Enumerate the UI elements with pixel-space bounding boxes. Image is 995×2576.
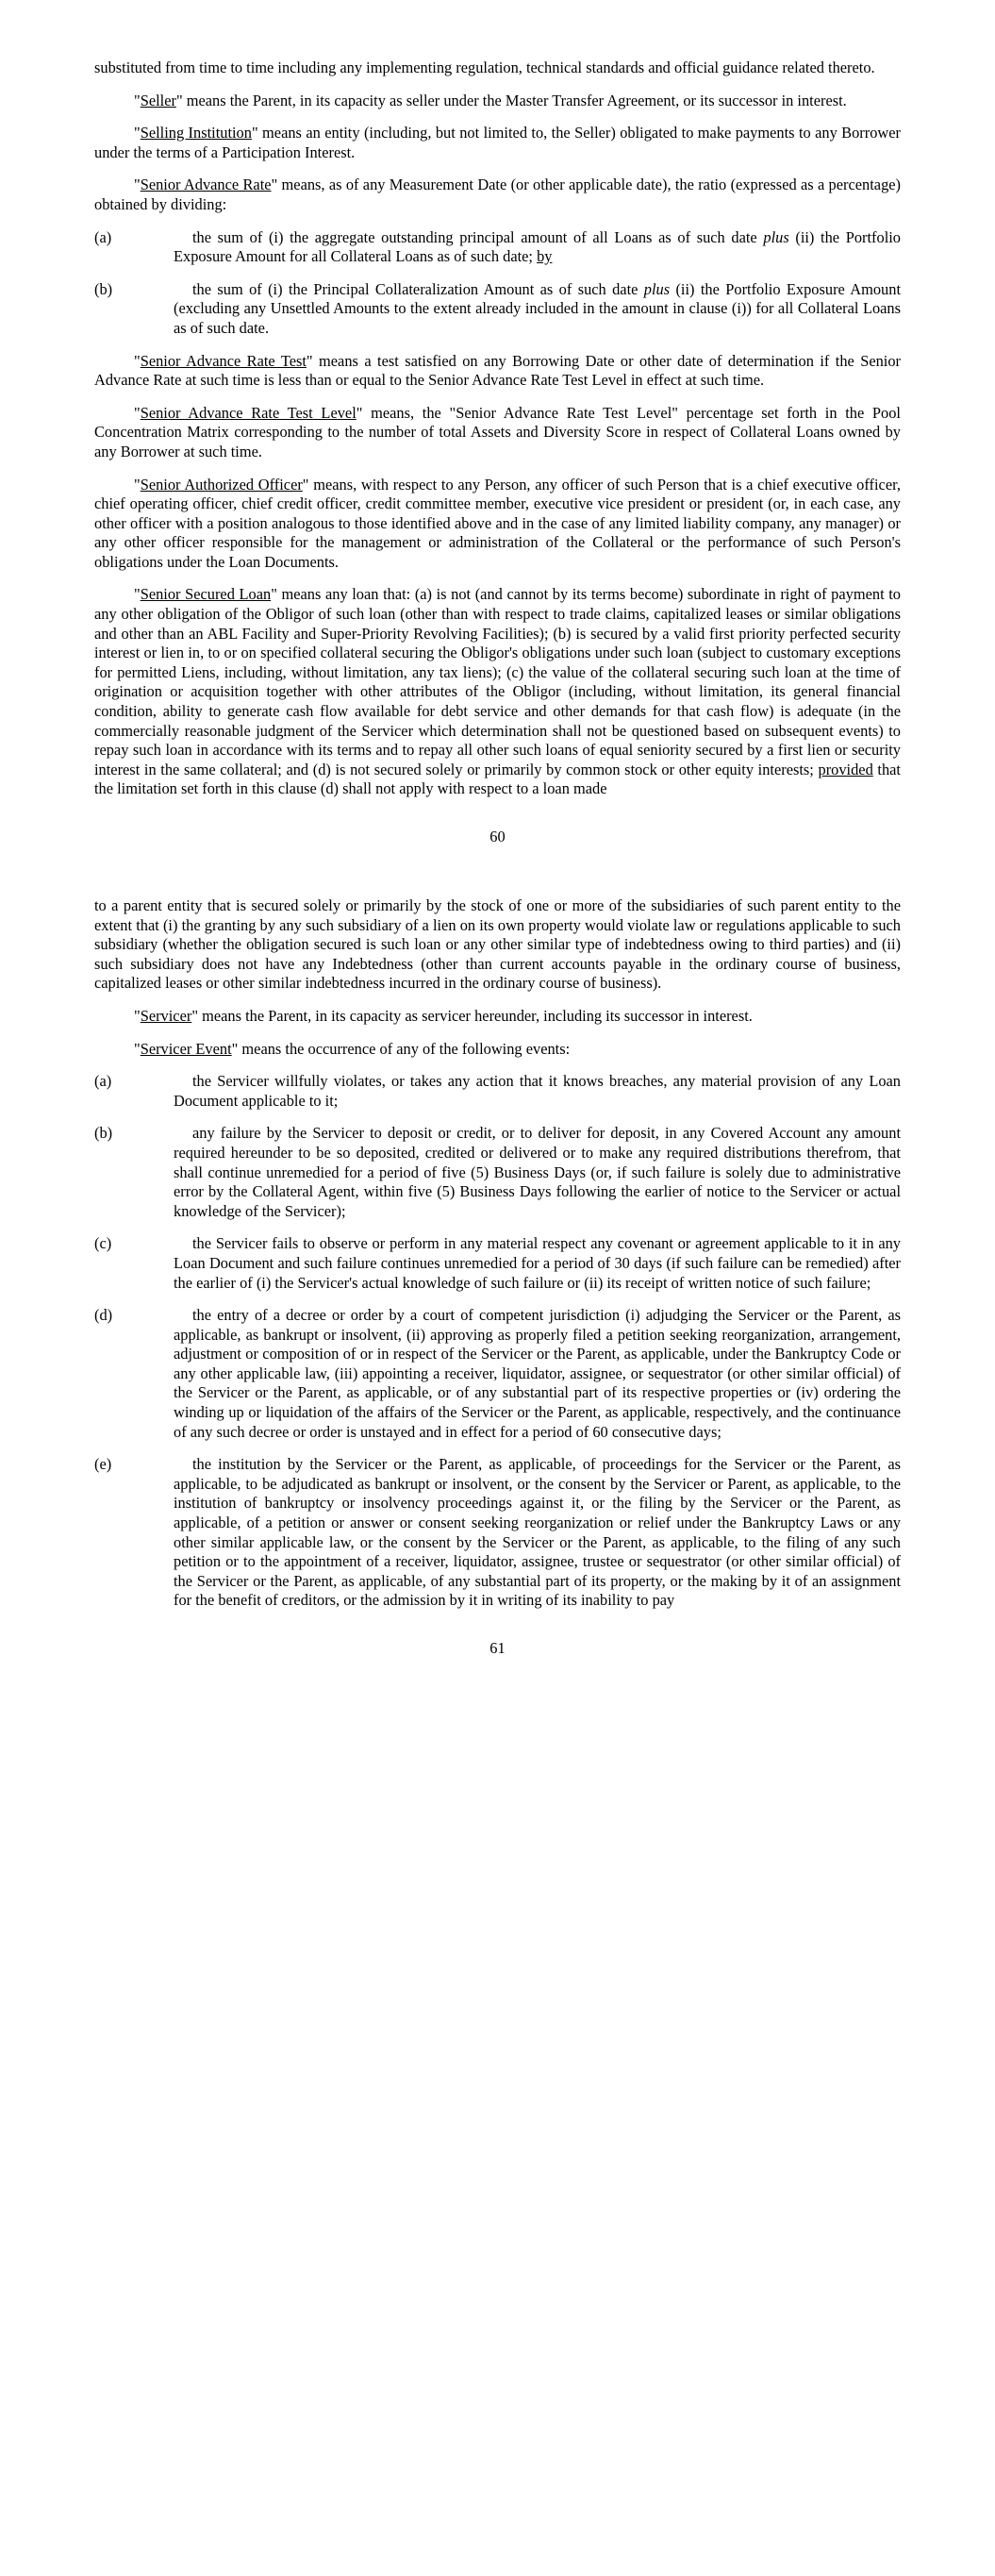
underlined-term: Servicer Event [140,1039,232,1058]
clause-label: (b) [94,279,113,298]
definition-paragraph [94,585,901,799]
text-run: " means the Parent, in its capacity as servicer hereunder, including its successor in interest. [191,1006,753,1025]
text-run: (ii) the Portfolio Exposure Amount for all Collateral Loans as of such date; [174,227,902,266]
text-run: " means, as of any Measurement Date (or other applicable date), the ratio (expressed as a percentage) obtained by dividing: [94,176,901,213]
page-number: 60 [489,828,506,845]
numbered-clause [94,1124,901,1221]
numbered-clause [94,1234,901,1293]
underlined-term: provided [818,760,873,778]
underlined-term: Selling Institution [140,124,252,142]
underlined-term: Seller [140,91,176,109]
definition-paragraph [94,176,901,214]
underlined-term: by [537,247,553,266]
clause-label: (a) [94,1072,112,1091]
text-run: the Servicer fails to observe or perform in any material respect any covenant or agreement applicable to it in any Loan Document and such failure continues unremedied for a period of 30 days (if such failure can be remedied) after the earlier of (i) the Servicer's actual knowledge of such failure or (ii) its receipt of written notice of such failure; [174,1234,901,1292]
numbered-clause [94,228,901,267]
text-run: " means any loan that: (a) is not (and cannot by its terms become) subordinate in right of payment to any other obligation of the Obligor of such loan (other than with respect to trade claims, capitalized leases or similar obligations and other than an ABL Facility and Super-Priority Revolving Facilities); (b) is secured by a valid first priority perfected security interest or lien in, to or on specified collateral securing the Obligor's obligations under such loan (subject to customary exceptions for permitted Liens, including, without limitation, any tax liens); (c) the value of the collateral securing such loan at the time of origination or acquisition together with other attributes of the Obligor (including, without limitation, its general financial condition, ability to generate cash flow available for debt service and other demands for that cash flow) is adequate (in the commercially reasonable judgment of the Servicer which determination shall not be questioned based on subsequent events) to repay such loan in accordance with its terms and to repay all other such loans of equal seniority secured by a first lien or security interest in the same collateral; and (d) is not secured solely or primarily by common stock or other equity interests; [94,585,901,778]
italic-text: plus [643,279,671,298]
text-run: the sum of (i) the Principal Collateralization Amount as of such date [192,279,644,298]
text-run: " [134,1039,141,1058]
text-run: " [134,351,141,370]
text-run: " means, the "Senior Advance Rate Test Level" percentage set forth in the Pool Concentration Matrix corresponding to the number of total Assets and Diversity Score in respect of Collateral Loans owned by any Borrower at such time. [94,403,901,460]
text-run: " means an entity (including, but not limited to, the Seller) obligated to make payments to any Borrower under the terms of a Participation Interest. [94,124,901,161]
numbered-clause [94,280,901,339]
definition-paragraph [94,124,901,162]
text-run: " [134,176,141,194]
definition-paragraph [94,1007,901,1027]
clause-label: (b) [94,1124,113,1143]
definition-paragraph [94,92,901,111]
text-run: that the limitation set forth in this clause (d) shall not apply with respect to a loan made [94,760,901,798]
clause-label: (a) [94,227,112,246]
definition-paragraph [94,352,901,391]
text-run: (ii) the Portfolio Exposure Amount (excluding any Unsettled Amounts to the extent already included in the amount in clause (i)) for all Collateral Loans as of such date. [174,279,901,337]
text-run: " means a test satisfied on any Borrowing Date or other date of determination if the Senior Advance Rate at such time is less than or equal to the Senior Advance Rate Test Level in effect at such time. [94,351,901,390]
body-paragraph [94,59,901,78]
text-run: the Servicer willfully violates, or takes any action that it knows breaches, any material provision of any Loan Document applicable to it; [174,1072,901,1110]
italic-text: plus [763,227,789,246]
text-run: " means the Parent, in its capacity as seller under the Master Transfer Agreement, or its successor in interest. [175,91,847,109]
text-run: the institution by the Servicer or the Parent, as applicable, of proceedings for the Servicer or the Parent, as applicable, to be adjudicated as bankrupt or insolvent, or the consent by the Servicer or Parent, as applicable, to the institution of bankruptcy or insolvency proceedings against it, or the filing by the Servicer or the Parent, as applicable, of a petition or answer or consent seeking reorganization or relief under the Bankruptcy Laws or any other similar applicable law, or the consent by the Servicer or the Parent, as applicable, to the filing of any such petition or to the appointment of a receiver, liquidator, assignee, trustee or sequestrator (or other similar official) of the Servicer or the Parent, as applicable, of any substantial part of its property, or the making by it of an assignment for the benefit of creditors, or the admission by it in writing of its inability to pay [174,1455,901,1610]
text-run: substituted from time to time including any implementing regulation, technical standards and official guidance related thereto. [94,59,875,76]
page-number: 61 [489,1639,506,1657]
text-run: " [134,91,141,109]
text-run: to a parent entity that is secured solely or primarily by the stock of one or more of the subsidiaries of such parent entity to the extent that (i) the granting by any such subsidiary of a lien on its own property would violate law or regulations applicable to such subsidiary (whether the obligation secured is such loan or any other similar type of indebtedness owing to third parties) and (ii) such subsidiary does not have any Indebtedness (other than current accounts payable in the ordinary course of business, capitalized leases or other similar indebtedness incurred in the ordinary course of business). [94,896,901,993]
clause-label: (d) [94,1306,113,1325]
body-paragraph [94,896,901,994]
text-run: " [134,585,141,604]
definition-paragraph [94,404,901,462]
numbered-clause [94,1455,901,1611]
underlined-term: Senior Advance Rate Test [140,351,307,370]
underlined-term: Senior Advance Rate Test Level [140,403,357,422]
text-run: " [134,475,141,493]
text-run: " means, with respect to any Person, any officer of such Person that is a chief executive officer, chief operating officer, chief credit officer, credit committee member, executive vice president or president (or, in each case, any other officer with a position analogous to those identified above and in the case of any limited liability company, any manager) or any other officer responsible for the management or administration of the Collateral or the performance of such Person's obligations under the Loan Documents. [94,475,901,571]
underlined-term: Senior Advance Rate [140,176,272,194]
text-run: any failure by the Servicer to deposit or credit, or to deliver for deposit, in any Covered Account any amount required hereunder to be so deposited, credited or delivered or to make any required distributions therefrom, that shall continue unremedied for a period of five (5) Business Days (or, if such failure is solely due to administrative error by the Collateral Agent, within five (5) Business Days following the earlier of notice to the Servicer or actual knowledge of the Servicer); [174,1124,901,1220]
text-run: the entry of a decree or order by a court of competent jurisdiction (i) adjudging the Servicer or the Parent, as applicable, as bankrupt or insolvent, (ii) approving as properly filed a petition seeking reorganization, arrangement, adjustment or composition of or in respect of the Servicer or the Parent, as applicable, under the Bankruptcy Code or any other applicable law, (iii) appointing a receiver, liquidator, assignee, or sequestrator (or other similar official) of the Servicer or the Parent, as applicable, or of any substantial part of its respective properties or (iv) ordering the winding up or liquidation of the affairs of the Servicer or the Parent, as applicable, respectively, and the continuance of any such decree or order is unstayed and in effect for a period of 60 consecutive days; [174,1306,901,1441]
numbered-clause [94,1306,901,1442]
document-page [0,821,995,1657]
text-run: " [134,1006,141,1025]
definition-paragraph [94,476,901,573]
clause-label: (c) [94,1234,112,1253]
numbered-clause [94,1072,901,1111]
text-run: the sum of (i) the aggregate outstanding principal amount of all Loans as of such date [192,227,764,246]
underlined-term: Servicer [140,1006,192,1025]
clause-label: (e) [94,1455,112,1474]
underlined-term: Senior Authorized Officer [140,475,303,493]
document-page [0,0,995,845]
text-run: " [134,403,141,422]
underlined-term: Senior Secured Loan [140,585,272,604]
text-run: " [134,124,141,142]
text-run: " means the occurrence of any of the following events: [231,1039,571,1058]
definition-paragraph [94,1040,901,1060]
